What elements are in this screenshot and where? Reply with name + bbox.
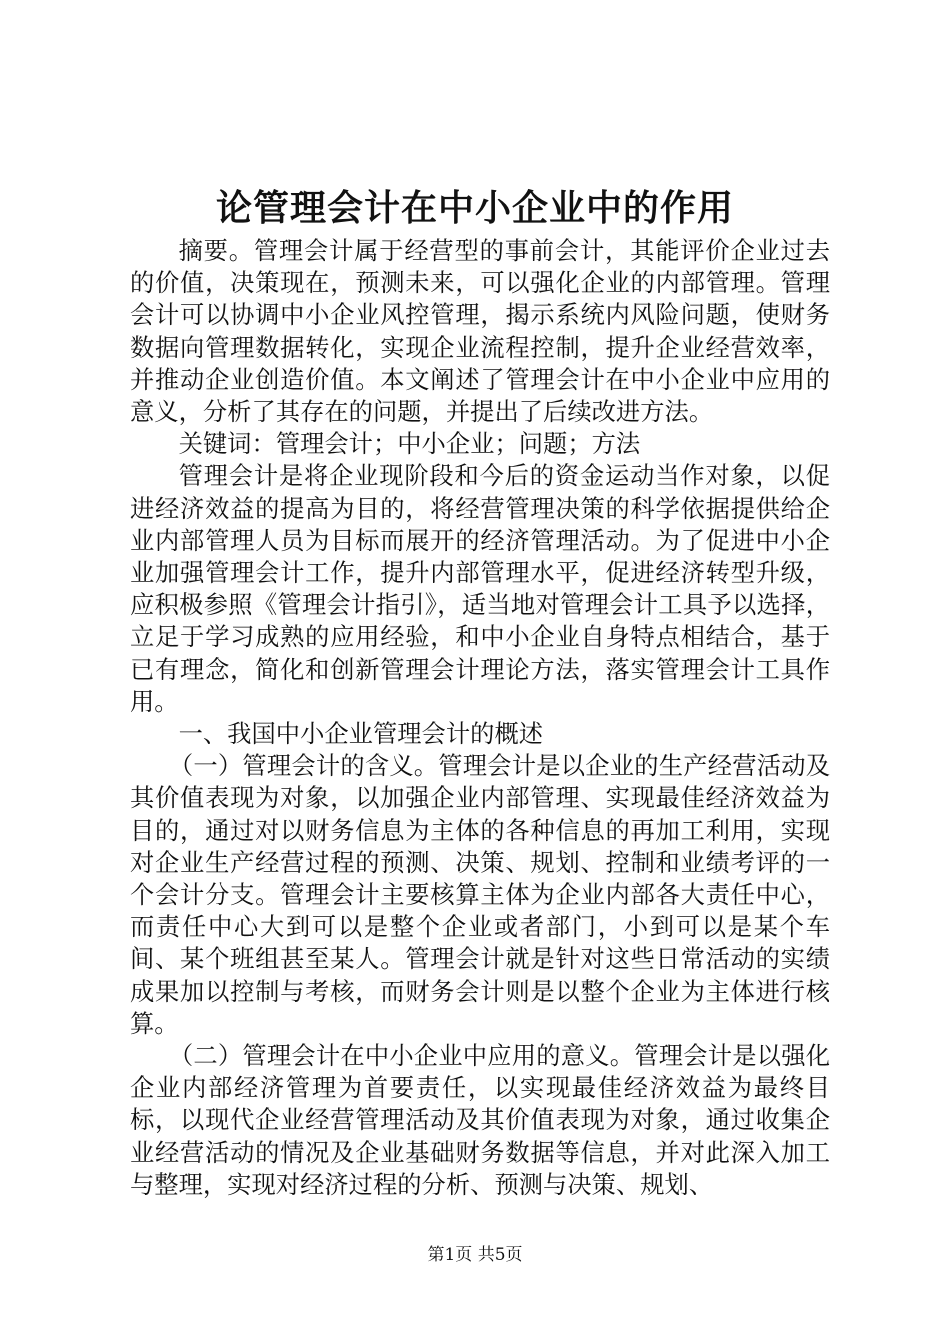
subsection-paragraph-1: （一）管理会计的含义。管理会计是以企业的生产经营活动及其价值表现为对象，以加强企业内部管理、实现最佳经济效益为目的，通过对以财务信息为主体的各种信息的再加工利用，实现对企业生产经营过程的预测、决策、规划、控制和业绩考评的一个会计分支。管理会计主要核算主体为企业内部各大责任中心，而责任中心大到可以是整个企业或者部门，小到可以是某个车间、某个班组甚至某人。管理会计就是针对这些日常活动的实绩成果加以控制与考核，而财务会计则是以整个企业为主体进行核算。: [130, 751, 830, 1038]
document-body: [130, 235, 830, 1201]
page-title: 论管理会计在中小企业中的作用: [215, 187, 734, 229]
abstract-paragraph: 摘要。管理会计属于经营型的事前会计，其能评价企业过去的价值，决策现在，预测未来，可以强化企业的内部管理。管理会计可以协调中小企业风控管理，揭示系统内风险问题，使财务数据向管理数据转化，实现企业流程控制，提升企业经营效率，并推动企业创造价值。本文阐述了管理会计在中小企业中应用的意义，分析了其存在的问题，并提出了后续改进方法。: [130, 236, 830, 427]
keywords-paragraph: 关键词：管理会计；中小企业；问题；方法: [178, 429, 641, 459]
page-footer: 第1页 共5页: [427, 1245, 523, 1265]
section-heading: 一、我国中小企业管理会计的概述: [178, 719, 544, 749]
intro-paragraph: 管理会计是将企业现阶段和今后的资金运动当作对象，以促进经济效益的提高为目的，将经营管理决策的科学依据提供给企业内部管理人员为目标而展开的经济管理活动。为了促进中小企业加强管理会计工作，提升内部管理水平，促进经济转型升级，应积极参照《管理会计指引》，适当地对管理会计工具予以选择，立足于学习成熟的应用经验，和中小企业自身特点相结合，基于已有理念，简化和创新管理会计理论方法，落实管理会计工具作用。: [130, 461, 830, 716]
subsection-paragraph-2: （二）管理会计在中小企业中应用的意义。管理会计是以强化企业内部经济管理为首要责任，以实现最佳经济效益为最终目标，以现代企业经营管理活动及其价值表现为对象，通过收集企业经营活动的情况及企业基础财务数据等信息，并对此深入加工与整理，实现对经济过程的分析、预测与决策、规划、: [130, 1041, 830, 1199]
